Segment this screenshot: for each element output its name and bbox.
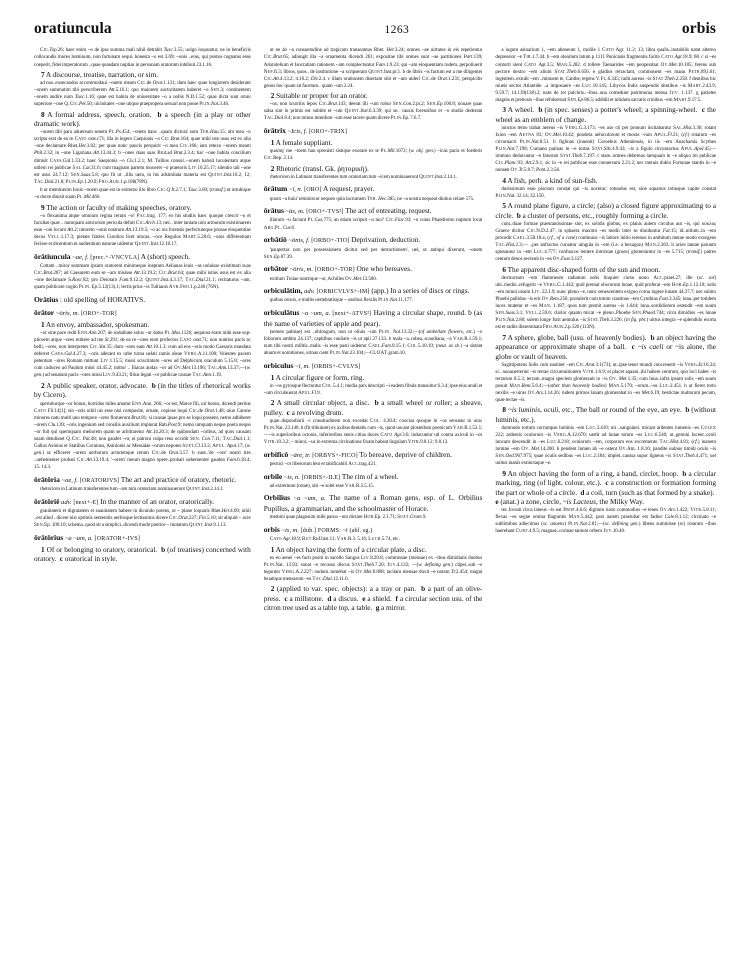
headword: ōrātum <box>263 184 288 194</box>
sense-definition: 1 An object having the form of a circular plate, a disc. <box>270 544 427 554</box>
dictionary-entry <box>264 308 483 328</box>
text-columns <box>34 47 716 931</box>
definition: A request, prayer. <box>323 184 375 194</box>
headword: orbātor <box>263 264 288 274</box>
citation-paragraph: Cottam ..miror summam ipsum oratorem minimeque ineptum Aelianas leuis ~as uoluisse existimari suas Cic.Brut.207; ad Caesarem eum se ~am misisse Att.13.19.2; Cic.Brut.64; quae mihi istius usus est ex alia ~one declamare S.Rosc.82; pro Deiotaro Fam.9.12.2; Quint.Inst.4.3.17; Tac.Dial.21.1; recitaturus ~am, quam publicare cogito Plin. Ep.5.12(13).1; lectis prius ~is Tullianis Avr.Fro.1.p.246 (76N). <box>34 262 251 291</box>
etymology: [ORATOR+-IVS] <box>94 535 141 542</box>
headword: ōrātōrius <box>34 532 64 542</box>
dictionary-entry <box>264 126 483 137</box>
citation-paragraph: cum..duae formae praestantissimae sint, ex solidis globus, ex planis autem circulus aut ~is, qui κύκλος Graece dicitur Cic.N.D.2.47; in sphaera maximi ~es medii inter se diuiduntur Fat.15; id..uitium..in ~em procedit Cael.3.58.18.a; (cf., of a cone) continuus ~is latiore initio terenus in ambitum metae modo exurgens Tac.Hist.2.3;— ..per anfractus curuatur uingula in ~em (i.e. a hexagon) Man.2.363. b acies tantae paruum spissantur in ~em Luc.4.777; confuscos temere inmixtae (grues) glomerantur in ~es 5.715; (transf.) patres centum denos secreuit in ~es Ov.Fast.3.127. <box>495 220 716 263</box>
definition: The name of a Roman gens, esp. of L. Orbilius Pupillus, a grammarian, and the schoolmaster of Horace. <box>263 493 483 514</box>
etymology: [ORBICVLVS+-IM] <box>316 289 370 296</box>
etymology: [ORO+-TRIX] <box>308 128 348 135</box>
dictionary-entry <box>264 525 483 536</box>
inflection: ~ōris, m. <box>55 310 80 318</box>
definition: The art and practice of oratory, rhetoric. <box>120 474 237 484</box>
sense-definition: 2 A small circular object, a disc. b a small wheel or roller; a sheave, pulley. c a revolving drum. <box>263 398 483 417</box>
inflection: ~Icis, f. <box>287 127 308 135</box>
citation-paragraph: iunctos temo trahat aereus ~is Verg.G.3.173; ~es axe cti per pronum incitabantur Sal.Hist.3.36; rotant Ixion ~em Aetna 83; Ov.Met.10.42; pondera uehiculorum et moras ~ium Apul.Fl.21; (cf.) rotarum ~es circumacti Plin.Nat.8.51. b figlinas (inuenit) Coroebus Atheniensis, in iis ~em Anacharsis Scythes Plin.Nat.7.198; Cumano patinas in ~e tortas Stat.Silv.4.9.43; ~is a figulo circumactus Apul.Apol.45;—immuto deducuntur ~e fatorum Stat.Theb.7.197. c stare..omnes debemus tamquam in ~e aliquo rei publicae Cic.Planc.93; Att.2.9.1; sic in ~e rei publicae esse conuersum 2.21.2; nec metuis dubio Fortunae stantis in ~e nunsen Ov.Tr.5.8.7; Pont.2.3.56. <box>495 124 716 174</box>
sense-definition: 1 Of or belonging to oratory, oratorical. b (of treatises) concerned with oratory. c oratorical in style. <box>34 544 251 564</box>
definition: In the manner of an orator, oratorically. <box>100 496 215 506</box>
inflection: ~āre, tr. <box>289 451 311 459</box>
inflection: ~ī, m. <box>294 362 310 370</box>
citation-paragraph: ex eo aenei ~es facti positi in sacello Sangus Liv.8.20.8; commissae (mensae) ex ~ibus dimidiatis duobus Plin.Nat. 13.93; sonat ~e recusso discus Stat.Theb.7.20; Juv.4.132; —(w. defining gen.) clipei..sub ~e teguntur Verg.A.2.227; nudum..tumebat ~is Ov.Met.8.808; tacitam mensae duxit ~e notam Tr.2.454; magni leuatique mensarum ~es Tac.Dial.12.11.6. <box>263 554 483 582</box>
etymology: [ORO+-TOR] <box>80 311 117 318</box>
etymology: [ORATORIVS] <box>79 477 120 484</box>
dictionary-entry <box>34 295 251 305</box>
headword: ōrātōria <box>34 474 60 484</box>
citation-paragraph: pernici ~or liberorum leto et tabificabili Acc.trag.421. <box>269 460 377 467</box>
definition: The act of entreating, request. <box>345 206 432 216</box>
headword: orbiculātus <box>263 308 300 318</box>
inflection: adv. <box>61 498 72 506</box>
sense-definition: 1 An envoy, ambassador, spokesman. <box>41 320 150 330</box>
etymology: [next+-E] <box>73 499 99 506</box>
sense-definition: 4 A fish, perh. a kind of sun-fish. <box>502 175 598 185</box>
citation-paragraph: b ut meminerim Iouis ~onem quae est in extremo illo libro Cic.Q fr.2.7.1; Tusc.3.60; (transf.) ut utrubique ~o docte diuisit suam Pl.Mil.466. <box>34 187 251 201</box>
definition: A (short) speech. <box>140 251 191 261</box>
citation-paragraph: grauitatem et dignitatem et suauitatem habere in dicundo potens, ut ~ plane loquaris Rhet.Her.4.69; nihil ..est aliud ..dicere nisi optimis sententiis uerbisque lectissimis dicere Cic.Orat.227; Fin.5.10; sit aliquid ~ acre Sen.Ep. 100.10; schema..quod sit a simplici..dicendi modo poetice ~ mutatum Quint.Inst.9.1.13. <box>34 507 251 529</box>
dictionary-entry <box>34 533 251 544</box>
text-column-3 <box>495 47 716 931</box>
citation-paragraph: memini quae plagosum mihi paruo ~um dictare Hor.Ep. 2.1.71; Suet.Gram.9. <box>269 514 427 521</box>
headword: ōrātor <box>34 308 55 318</box>
etymology: [ORO] <box>304 187 322 194</box>
dictionary-entry <box>264 450 483 461</box>
headword: orbis <box>263 524 280 534</box>
etymology: [ORBIS+-CVLVS] <box>311 363 361 370</box>
citation-paragraph: quibus ceruix, e multis uertebratisque ~ ossibus flexilis Plin.Nat.11.177. <box>269 297 413 304</box>
inflection: ~is, m. <box>281 526 299 534</box>
citation-paragraph: in ~os gyrosque flectuntur Col.5.4.1; media pars descripti ~i eadem fibula transuitur 6.3.4; ipse eius anuli et ~um circulauerat Apul.Fl.9. <box>263 382 483 396</box>
sense-definition: 2 A public speaker, orator, advocate. b (in the titles of rhetorical works by Cicero). <box>34 380 251 400</box>
definition: : old spelling of HORATIVS. <box>59 294 146 304</box>
citation-paragraph: 'paupertas non per possessionem dicitur sed per detractionem', uel, ut antiqui dixerunt, ~onem Sen.Ep.87.39. <box>263 246 483 260</box>
citation-paragraph: durissimum esse piscium constat qui ~is uocetur; rotundus est, sine squamis totusque capite constat Plin.Nat. 32.14; 32.150. <box>495 185 716 199</box>
citation-paragraph: Cic.Top.26; haec enim ~o de ipsa summa mali nihil detrahit Tusc.3.55; uolgo loquuntur, ne in beneficiis collocandis mores hominum, non fortunam sequi. honesta ~o est 3.69; ~onis ..eius, qui postea cognatus esse coeperit, fidei imperatorum ..quae quasdam nuptias in personam oratorum inhibuit 23.1.16. <box>34 47 251 68</box>
citation-paragraph: sperniturque ~or bonus, horridus miles amatur Enn.Ann. 266; ~or est, Marce fili, uir bonus, dicendi peritus Cato Fil.14[1]; sin ~oris nihil uis esse nisi composite, ornate, copiose loqui Cic.de Orat.1.48; uiuo Catone minores natu multi uno tempore ~ores floruerunt Brut.81; si causae ipsae pro se loqui possent, nemo adhiberet ~orem Clu.139; ~oris ingenium sed consilis auxilium implorat Rab.Post.9; nemo umquam neque poeta neque ~or fuit qui quemquam meliorem quam se arbitraretur Att.14.20.3; de quibusdam ~oribus, ad quos causam suam detulisset Q.Cic. Pat.48; non gaudet ~or, ei patroni culpa reus occidit Sen. Con.7.11; Tac.Dial.1.1; Gallus Asinius et Statilius Coruinus, Asinionis ac Messalae ~orum nepotes Suet.Cl.13.2; Apul. Apol.17; (w. gen.) ut efficeret ~orem uerborum actoremque rerum Cic.de Orat.3.57. b sunt..'de ~ore' nostri tres ..uehementer probati Cic.Att.13.19.4; '~orem' meum magno opere..probari uehementer gaudeo Fam.6.18.4; 15. 14.3. <box>34 400 251 471</box>
inflection: ~a ~um, a. <box>293 495 326 503</box>
sense-definition: 2 Rhetoric (transl. Gk. ῥητορική). <box>270 163 369 173</box>
text-column-1 <box>34 47 251 931</box>
dictionary-entry <box>264 264 483 275</box>
etymology: [ORBO+-TOR] <box>314 267 355 274</box>
citation-paragraph: rhetoricen in Latinum transferentes tum ~am tum oratoriam nominauerunt Quint.Inst.2.14.1. <box>40 486 224 493</box>
headword: ōrātiuncula <box>34 251 71 261</box>
sense-definition: 7 A discourse, treatise, narration, or sim. <box>41 69 159 79</box>
citation-paragraph: ~onem tibi para aduersum senem Pl.Ps.454; ~onem hanc ..quam dictura' sum Ter.Hau.15; ubi mea ~o scripta erat de ea re Cato orat.c71; illa in legem Caepionis ~o Cic.Brut.164; quae mihi iste usus est ex alia ~one declamare Rhet.Her.3.82; per quae nunc paucis perquirit ~o mea Cic.166; iam retexo ~onem meam Phil.2.32; in ~one Ligariana Att.13.44.3; b ~ones duas suas Brut.ad Brut.2.3.4; hac ~one habita concilium dimisit Caes.Gal.1.33.2; haec Saepionis ~o Civ.1.2.1; M. Tullius consul..~onem habuit luculentam atque utilem rei publicae Sal.Cat.31.6; cum magnam partem moueret ~o praetoris Liv.10.25.17; silentio tali ~one est usus 24.7.12; Sen.Suas.5.8; quo fit ut ..illis uera, in his adsimilata materia est Quint.Inst.10.2, 12; Tac.Dial.21.8; Plin.Ep.1.20.9; Fro.Aur.1.p.188(78N). <box>34 129 251 185</box>
definition: One who bereaves. <box>356 264 412 274</box>
running-head-right: orbis <box>681 20 716 37</box>
inflection: adv. <box>304 288 315 296</box>
inflection: ~a ~um, a. <box>301 310 331 318</box>
headword: orbile <box>263 471 283 481</box>
sense-definition: 1 A female suppliant. <box>270 137 333 147</box>
dictionary-entry <box>34 497 251 508</box>
dictionary-entry <box>34 308 251 319</box>
sense-definition: 1 A circular figure or form, ring. <box>270 372 365 382</box>
etymology: [ORBO+-TIO] <box>311 238 350 245</box>
citation-paragraph: rhetoricen in Latinum transferentes tum oratoriam tum ~icem nominauerunt Quint.Inst.2.14.1. <box>269 173 458 180</box>
citation-paragraph: ~us, non scurrilis lepos Cic.Brut.143; deerat illi ~um robur Sen.Con.2.pr.2; Sen.Ep.100.8; nouare quae salsa sint in primis est subtile et ~um Quint.Inst.6.3.39; qui se.. causis forensibus et ~o studio dederant Tac.Dial.8.4; non minus interdum ~um esse tacere quam dicere Plin.Ep. 7.6.7. <box>263 101 483 122</box>
citation-paragraph: dumnodo tortum corrumpas luminis ~em Luc.3.410; mi ..sanguinei. micant ardentes lumenis ~es Culex 222; ardentis oculorum ~is Verg.A.12.670; uertit ad lunae torum ~es Luc.6.540; ut..gemini lucent..oculi luncam descendit in ~es Luc.6.218; oculorum ~em, corporum eos excremento Tac.Hist.4.81; (cf.) inanem lumine ~em Ov. Met.14.200. b pendent lumen ab ~e ostent Ov.Am. 1.8.16; pandite uulnus timidi oculo ~is Sen.Oed.967.975; quae oculis sedibus ~es Luc.2.184; implet..caussa supor ligneus ~is Stat.Theb.4.471; uel uultus inanis extinctaque ~e. <box>495 424 716 467</box>
dictionary-entry <box>264 286 483 297</box>
citation-paragraph: quom ~a huiu' reminiscor nequeo quin lacrumem Ter. Hec.385; ne ~a nostra nequeat diutius celare 575. <box>269 195 475 202</box>
etymology: [ORO+-TVS³] <box>306 209 344 216</box>
citation-paragraph: quae..dupondiarii ~i crassitudinem non excedat Col. 4.30.4; coocisa quoque in ~os seruatur in uino Plin.Nat. 23.148. b (fit tribulum) ex axibus dentatis cum ~is, quod uocant plostellum poenicum Var.R.1.52.1;—~is superioribus octonis, inferioribus senis citius duces Cato Agr.3.6; inducuntur uti contra axiculi in ~os Vitr.10.3.2; ~ minor..~us in extrema circinatione fixam habeat lingulam Vitr.9.8.12; 9.8.13. <box>263 417 483 445</box>
inflection: ~ōnis, f. <box>288 237 310 245</box>
citation-paragraph: ~o flexanima atque omnium regina rerum ~o! Pac.trag. 177; ex his studiis haec quoque crescit ~o et facultas quae .. numquam amicorum pericula defuit Cic.Arch.13; nec.. inter tantam uim armorum existimarem esse ~oni locum Att.2; nitorem ~onis nostrum Att.13.19.5; ~o ac uis forensis perfectumque prosae eloquentiae decus Vell.1.17.3; pietate fratres Curulios licet uincas, ~oce Regulos Mart.5.28.6; ~onis differentiam fecisse et dicentium et audientium naturae uidentur Quint.Inst.12.10.17. <box>34 212 251 247</box>
definition: (app.) In a series of discs or rings. <box>371 286 470 296</box>
citation-paragraph: quomq' me ~toem hau spreuisti sistique exorare ex te Pl.Mil.1072; (w. obj. gen.) ~icas pacis et foederis Cic.Rep. 2.14. <box>263 147 483 162</box>
citation-paragraph: illarum ~u faciunt Pl.Cas.775; an etiam scripsit ~u tuo? Cic.Flac.93; ~u cuius Phaedromo nuptum locat Arg.Pl. Cur.8. <box>263 217 483 231</box>
citation-paragraph: Sagittipotens Solis cum sustinet ~em Cic.Arat.3:1(73); ut..ipse tener mundi concreuerit ~is Verg.Ecl.6.34; si.. nonauerterint ~is terrae circumuitionem Vitr.1.6.9; ei placet aqaam..ibi habere centrum, quo loci habet ~is terrarum 8.5.3; terram..magni speciem glomerauit in ~is Ov. Met.1.35; cum luna..infra ipsum solis ~em suum posuit Man.Rem.5.6.4;—(other than heavenly bodies) Man.5.170; ~orum..~es Luc.2.451. b ut fieret torto nexilis ~e uirus Ov.Ars.1.14.26; rudem primos lanam glomerabat in ~es Met.6.19; besticlae multorum pecum, quae tectae ~is. <box>495 361 716 403</box>
inflection: ~is, n. <box>283 473 300 481</box>
dictionary-entry <box>34 252 251 263</box>
dictionary-entry <box>264 493 483 513</box>
citation-paragraph: (semen palmae) est ..oblongum, non ut oliuis ~um Plin. Nat.13.32;—(of umbellate flowers, etc.) ~o foliorum ambitu 24.137; capitibus cauliam ~is ut apii 27.133. b mala ~a..rubea..scaudiana, ~a Var.R.1.59.1; num tibi nostri militis..malis ~is esse pasti uidentur Cael.Fam.8.15.1; Col.5.10.19; (neut. as sb.) ~a sistant aluum et uomitiones, urinas cient Plin.Nat.23.104;—CLOAT.gram.10. <box>263 328 483 357</box>
citation-paragraph: exitium Troiae nostrique ~or, Achilles Ov.Met.13.500. <box>269 275 377 282</box>
headword: Orātius <box>34 294 59 304</box>
citation-paragraph: ad nos..exsecandos accommodaui ~onem meam Cic.de Orat.1.131; dum haec quae longiorem desiderant ~onem summatim tibi perscriberem Att.5.16.1; quo maiorem auctoritatem haberet ~o Sen.3; continentem ~onem audire num Tusc.1.16; quae est habita de uniuersitate ~o a nobis N.D.1.52; quae dicta sunt omni superiore ~one Q.Cic.Pet.50; uicinitates ~one utique praepropera seruari non posse Plin.Nat.3.46. <box>34 80 251 108</box>
headword: ōrātōriē <box>34 496 60 506</box>
definition: Having a circular shape, round. b (as the name of varieties of apple and pear). <box>263 308 483 328</box>
dictionary-entry <box>264 472 483 483</box>
dictionary-entry <box>264 361 483 372</box>
inflection: ~a ~um, a. <box>64 534 93 542</box>
dictionary-entry <box>34 475 251 486</box>
running-head-left: oratiuncula <box>34 20 112 37</box>
sense-definition: 8 A formal address, speech, oration. b a speech (in a play or other dramatic work). <box>34 109 251 129</box>
headword: ōrātrix <box>263 125 286 135</box>
inflection: ~ae, f. <box>72 253 89 261</box>
citation-paragraph: ~or sine pace redit Enn.Ann.207; de sodalitate solus ~or datus Pl.Mos.1126; aequiust eram mihi esse suppliceem atque ~ores mittere ad me St.291; de ea re ~ores eum profectos Cato orat.71; non nuntios pacis ac belli, ~ores, non interpretes Cic.Vat.35; dum ~ores eant Att.10.1.3; cum ad eos ~oris modo Caesaris mandata deferret Caes.Gal.4.27.3; ~oris aderant ex urbe turna uelati ramis oleae Verg.A.11.100; Veientes pacem petentum ~ores Romam mittunt Liv.1.15.5; missi sciscitatum ~ores ad Delphicum oraculum 5.15.8; ~ores cum caduceo ad Paulum misit 44.45.2; mittor .. Iliacas audax ~or ad Ov.Met.13.196; Tac.Ann.13.37;—(w. gen.) ad senatum pacis ~ores missi Liv.9.43.21; filius legati ~or publicae causae Tac.Ann.1.19. <box>34 330 251 379</box>
sense-definition: 7 A sphere, globe, ball (usu. of heavenly bodies). b an object having the appearance or approximate shape of a ball. c ~is caeli or ~is alone, the globe or vault of heaven. <box>495 332 716 361</box>
page-folio-number: 1263 <box>384 24 410 36</box>
headword: orbificō <box>263 449 289 459</box>
citation-paragraph: dextrorsum ~em flammeum radiatum solis linquier cursu nouo Acc.praet.27; ille (sc. sol) ubi..medio..refugerit ~e Verg.G.1.442; quid premat obscurum lunae, quid proferat ~em Hor.Ep.1.12.18; solis ~em minui uisum Liv. 22.1.9; nunc pleno ~e, nunc senescentem exiguo cornu ingere lunam 44.37.7; nec subito Phoebi pallidus ~is erit Ov.Rem.256; protulerit cum totum crastinus ~em Cynthius Fast.3.345; luna..per totidem luces mutetur et ~es Man. 1.187; quos tum premit aureus ~is 1.644; luna..sordidiorem ostendit ~em suum Sen.Suas.3.1; Vell.2.59.6; clarior quanto micat ~e pleno..Phoebe Sen.Phaed.744; circa dimidios ~es lunae Plin.Nat.2.80; solem longe furit aemulus ~is Stat.Theb.3.226; (in fig. phr.) uirtus integra ~e splendido exorta est et radiis disseminata Fro.Aur.2.p.126 (113N). <box>495 274 716 331</box>
citation-paragraph: ter..focum circa laneus ~is eat Prop.4.6.6; digitum iusto commodius ~e tenes Ov.Ars.1.422; Vitr.5.8.11; flexas ~es segne omina flagrantis Man.5.442; pars autem praeiubar est fadiur Cale.8.1.12; circinato ~e sublimibus adiecimus (sc. anuens) Plin.Nat.2.81;—(sc. defining gen.) libens summisse (sc) rotarum ~ibus haerebant Curt.4.9.5; magnae..corinae tantum orbem Juv.10.40. <box>495 507 716 535</box>
sense-definition: 2 Suitable or proper for an orator. <box>270 91 368 101</box>
inflection: ~ae, f. <box>61 476 78 484</box>
sense-definition: 2 (applied to var. spec. objects): a a tray or pan. b a part of an olive-press. c a millstone. d a discus. e a shield. f a circular section usu. of the citron tree used as a table top, a table. g a mirror. <box>263 584 483 613</box>
sense-definition: 6 The apparent disc-shaped form of the sun and moon. <box>502 264 661 274</box>
sense-definition: 9 An object having the form of a ring, a band, circlet, hoop. b a circular marking, ring (of light, colour, etc.). c a construction or formation forming the part or whole of a circle. d a coil, turn (such as that formed by a snake). e (anat.) a zone, circle, ~is Lacteus, the Milky Way. <box>495 468 716 507</box>
headword: orbiculātim, <box>263 286 303 296</box>
text-column-2 <box>264 47 483 931</box>
etymology: [dub.] FORMS: ~ī (abl. sg.) <box>300 527 373 534</box>
definition: The rim of a wheel. <box>341 471 399 481</box>
sense-definition: 9 The action or faculty of making speeches, oratory. <box>41 202 192 212</box>
headword: orbiculus <box>263 360 294 370</box>
etymology: [ORBIS+-ILE] <box>301 474 341 481</box>
citation-paragraph: a iugum asinarium 1, ~em aheneum 1, molile 1 Cato Agr. 11.2; 13; libra qualis..instabilis natat alterno depressior ~e Tib.1.7.44. b ~em olearium latum p 1111 Punicanis fragmentis facito Cato Agr.18.9; 68. c si ~es contorti sient Cato Agr.3.5; Man.5.282. d tollere Taenarides ~em peoperabat Ov.Met.10.185; ferens sub pectore dextro ~em alium Stat.Theb.6.656. e gladios retractant, commouent ~es manu Petr.89,l.61; ingentem..extulit ~em ..minuem te, Canthe, tegens V.Fl.6.345; radit aureus ~is Stat.Theb.2.258. f dentibus hic niueis sectos Atlantide ..a imposuere ~es Luc.10.145; Libycos Indis suspendis dentibus ~is Mart.2.43.9; 9.59.7; 14.139(138).2; nam de tot pulchris..~ibus..una comedunt patrimonia mensa Juv. 1.137. g parietes magnis et pretiosis ~ibus refulserunt Sen.Ep.86.5; addidit et nitidum sacratis crinibus ~em Mart.9.17.5. <box>495 47 716 103</box>
headword: orbātiō <box>263 235 287 245</box>
headword: Orbilius <box>263 493 290 503</box>
inflection: ~ūs, m. <box>285 208 305 216</box>
dictionary-entry <box>264 184 483 195</box>
definition: To bereave, deprive of children. <box>359 449 452 459</box>
etymology: [prec.+-VNCVLA] <box>90 254 140 261</box>
definition: Deprivation, deduction. <box>351 235 421 245</box>
citation-paragraph: ad extremum (rotae), ubi ~e solet esse Var.R.3.5.15. <box>269 482 375 489</box>
citation-paragraph: Cato Agr.18.9; Rut.Ruf.hist.11; Var.R.3. 5.16; Lucr.5.74, etc. <box>269 536 400 543</box>
citation-paragraph: ut ne ab ~a consuetudine ad tragicam transeamus Rhet. Her.3.24; omnes ~ae uirtutes in eis reperientur Cic.Brut.65; adiungit illa ~a ornamenta dicendi 261; expositae tibi omnes sunt ~ae partitiones Part.139; Aristotelium et Isocratiam rationem ~am complectuntur Fam.1.9.23; qui ~am eloquentiam rudem..perpoliuerit Nep.fr.3; libros, quos.. de institutione ~a scripseram Quint.Inst.pr.1. b de libris ~is factum est a me diligenter Cic.Att.4.13.2; 4.16.2; Div.2.4. c illam orationem disertam sibi et ~am uideri Cic.de Orat.1.231; perspicitis genus hoc quam sit facetum.. quam ~um 2.24. <box>263 47 483 89</box>
inflection: ~ōris, m. <box>289 266 313 274</box>
sense-definition: 8 ~is luminis, oculi, etc., The ball or round of the eye, an eye. b (without luminis, etc.). <box>495 405 716 424</box>
dictionary-entry <box>264 235 483 246</box>
sense-definition: 5 A round plane figure, a circle; (also) a closed figure approximating to a circle. b a cluster of persons, etc., roughly forming a circle. <box>495 201 716 220</box>
inflection: ~ī, n. <box>288 186 303 194</box>
headword: ōrātus <box>263 206 284 216</box>
running-head <box>34 20 716 38</box>
etymology: [ORBVS+-FICO] <box>312 452 358 459</box>
etymology: [next+-ATVS²] <box>332 311 372 318</box>
dictionary-entry <box>264 206 483 217</box>
sense-definition: 3 A wheel. b (in spec. senses) a potter's wheel; a spinning-wheel. c the wheel as an emblem of change. <box>495 105 716 124</box>
